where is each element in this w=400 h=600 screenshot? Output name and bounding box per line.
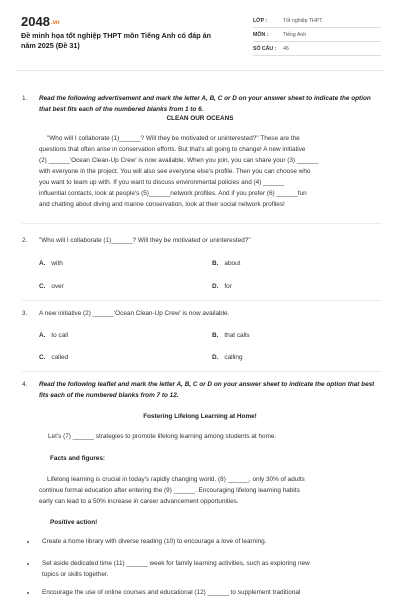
- bullet-icon: [27, 592, 29, 594]
- question-separator: [22, 371, 382, 372]
- option-b[interactable]: [212, 331, 250, 342]
- option-a[interactable]: [39, 331, 68, 342]
- option-letter: D.: [212, 283, 219, 290]
- site-logo[interactable]: [21, 14, 60, 29]
- passage-title: CLEAN OUR OCEANS: [166, 115, 234, 122]
- option-letter: D.: [212, 354, 219, 361]
- document-title: Đề minh họa tốt nghiệp THPT môn Tiếng Anh có đáp án năm 2025 (Đề 31): [21, 31, 212, 50]
- meta-value: Tốt nghiệp THPT: [283, 18, 323, 24]
- option-d[interactable]: [212, 353, 243, 364]
- option-d[interactable]: [212, 282, 232, 293]
- meta-value: Tiếng Anh: [283, 32, 307, 38]
- meta-key: MÔN :: [253, 32, 269, 38]
- question-text: "Who will I collaborate (1)______? Will they be motivated or uninterested?": [39, 237, 251, 244]
- option-c[interactable]: [39, 353, 68, 364]
- passage-line: "Who will I collaborate (1)______? Will they be motivated or uninterested?" These are the: [47, 135, 300, 142]
- option-text: that calls: [224, 332, 250, 339]
- meta-row-subject: [253, 28, 381, 42]
- question-separator: [22, 300, 382, 301]
- option-text: over: [51, 283, 64, 290]
- meta-value: 46: [283, 46, 289, 52]
- logo-text: 2048: [21, 14, 50, 29]
- bullet-line: Set aside dedicated time (11) ______ week for family learning activities, such as exploring new: [42, 560, 310, 567]
- passage-line: and chatting about diving and marine conservation, look at their social network profiles!: [39, 201, 285, 208]
- option-letter: A.: [39, 332, 46, 339]
- bullet-icon: [27, 541, 29, 543]
- option-text: for: [224, 283, 232, 290]
- question-number: 1.: [22, 95, 28, 102]
- question-number: 3.: [22, 310, 28, 317]
- passage-intro: Let's (7) ______ strategies to promote lifelong learning among students at home.: [48, 433, 277, 440]
- passage-line: early can lead to a 50% increase in career advancement opportunities.: [39, 498, 239, 505]
- option-letter: B.: [212, 332, 219, 339]
- bullet-icon: [27, 563, 29, 565]
- passage-line: you want to team up with. If you want to discuss environmental policies and (4) ______: [39, 179, 285, 186]
- bullet-line: Create a home library with diverse reading (10) to encourage a love of learning.: [42, 538, 267, 545]
- option-b[interactable]: [212, 259, 240, 270]
- bullet-line: Encourage the use of online courses and educational (12) ______ to supplement traditional: [42, 589, 301, 596]
- passage-title: Fostering Lifelong Learning at Home!: [143, 413, 257, 420]
- question-text: A new initiative (2) ______'Ocean Clean-Up Crew' is now available.: [39, 310, 230, 317]
- option-text: to call: [51, 332, 69, 339]
- passage-line: questions that often arise in conservation efforts. But that's all going to change! A new initiative: [39, 146, 306, 153]
- bullet-line: topics or skills together.: [42, 571, 109, 578]
- passage-line: with everyone in the project. You will also see everyone else's profile. Then you can choose who: [39, 168, 311, 175]
- passage-line: (2) ______'Ocean Clean-Up Crew' is now available. When you join, you can share your (3) ______: [39, 157, 319, 164]
- question-instruction: Read the following leaflet and mark the letter A, B, C or D on your answer sheet to indicate the option that best fits each of the numbered blanks from 7 to 12.: [39, 381, 375, 399]
- option-text: about: [224, 260, 241, 267]
- logo-suffix: .vn: [50, 19, 60, 26]
- meta-row-count: [253, 42, 381, 56]
- page-header: [0, 0, 400, 68]
- option-text: with: [51, 260, 63, 267]
- option-a[interactable]: [39, 259, 63, 270]
- question-separator: [22, 223, 382, 224]
- meta-key: LỚP :: [253, 18, 268, 24]
- option-text: called: [51, 354, 69, 361]
- option-letter: C.: [39, 354, 46, 361]
- option-text: calling: [224, 354, 243, 361]
- facts-heading: Facts and figures:: [50, 455, 106, 462]
- option-letter: B.: [212, 260, 219, 267]
- option-letter: A.: [39, 260, 46, 267]
- passage-line: Lifelong learning is crucial in today's rapidly changing world. (8) ______, only 30% of adults: [47, 476, 305, 483]
- option-letter: C.: [39, 283, 46, 290]
- action-heading: Positive action!: [50, 519, 98, 526]
- question-number: 4.: [22, 381, 28, 388]
- header-divider: [17, 70, 383, 71]
- meta-row-class: [253, 14, 381, 28]
- question-number: 2.: [22, 237, 28, 244]
- meta-key: SỐ CÂU :: [253, 46, 277, 52]
- question-instruction: Read the following advertisement and mark the letter A, B, C or D on your answer sheet to indicate the option that best fits each of the numbered blanks from 1 to 6.: [39, 95, 371, 113]
- passage-line: continue formal education after entering the (9) ______. Encouraging lifelong learning habits: [39, 487, 300, 494]
- passage-line: influential contacts, look at people's (5)______network profiles. And if you prefer (6) ______fun: [39, 190, 307, 197]
- option-c[interactable]: [39, 282, 64, 293]
